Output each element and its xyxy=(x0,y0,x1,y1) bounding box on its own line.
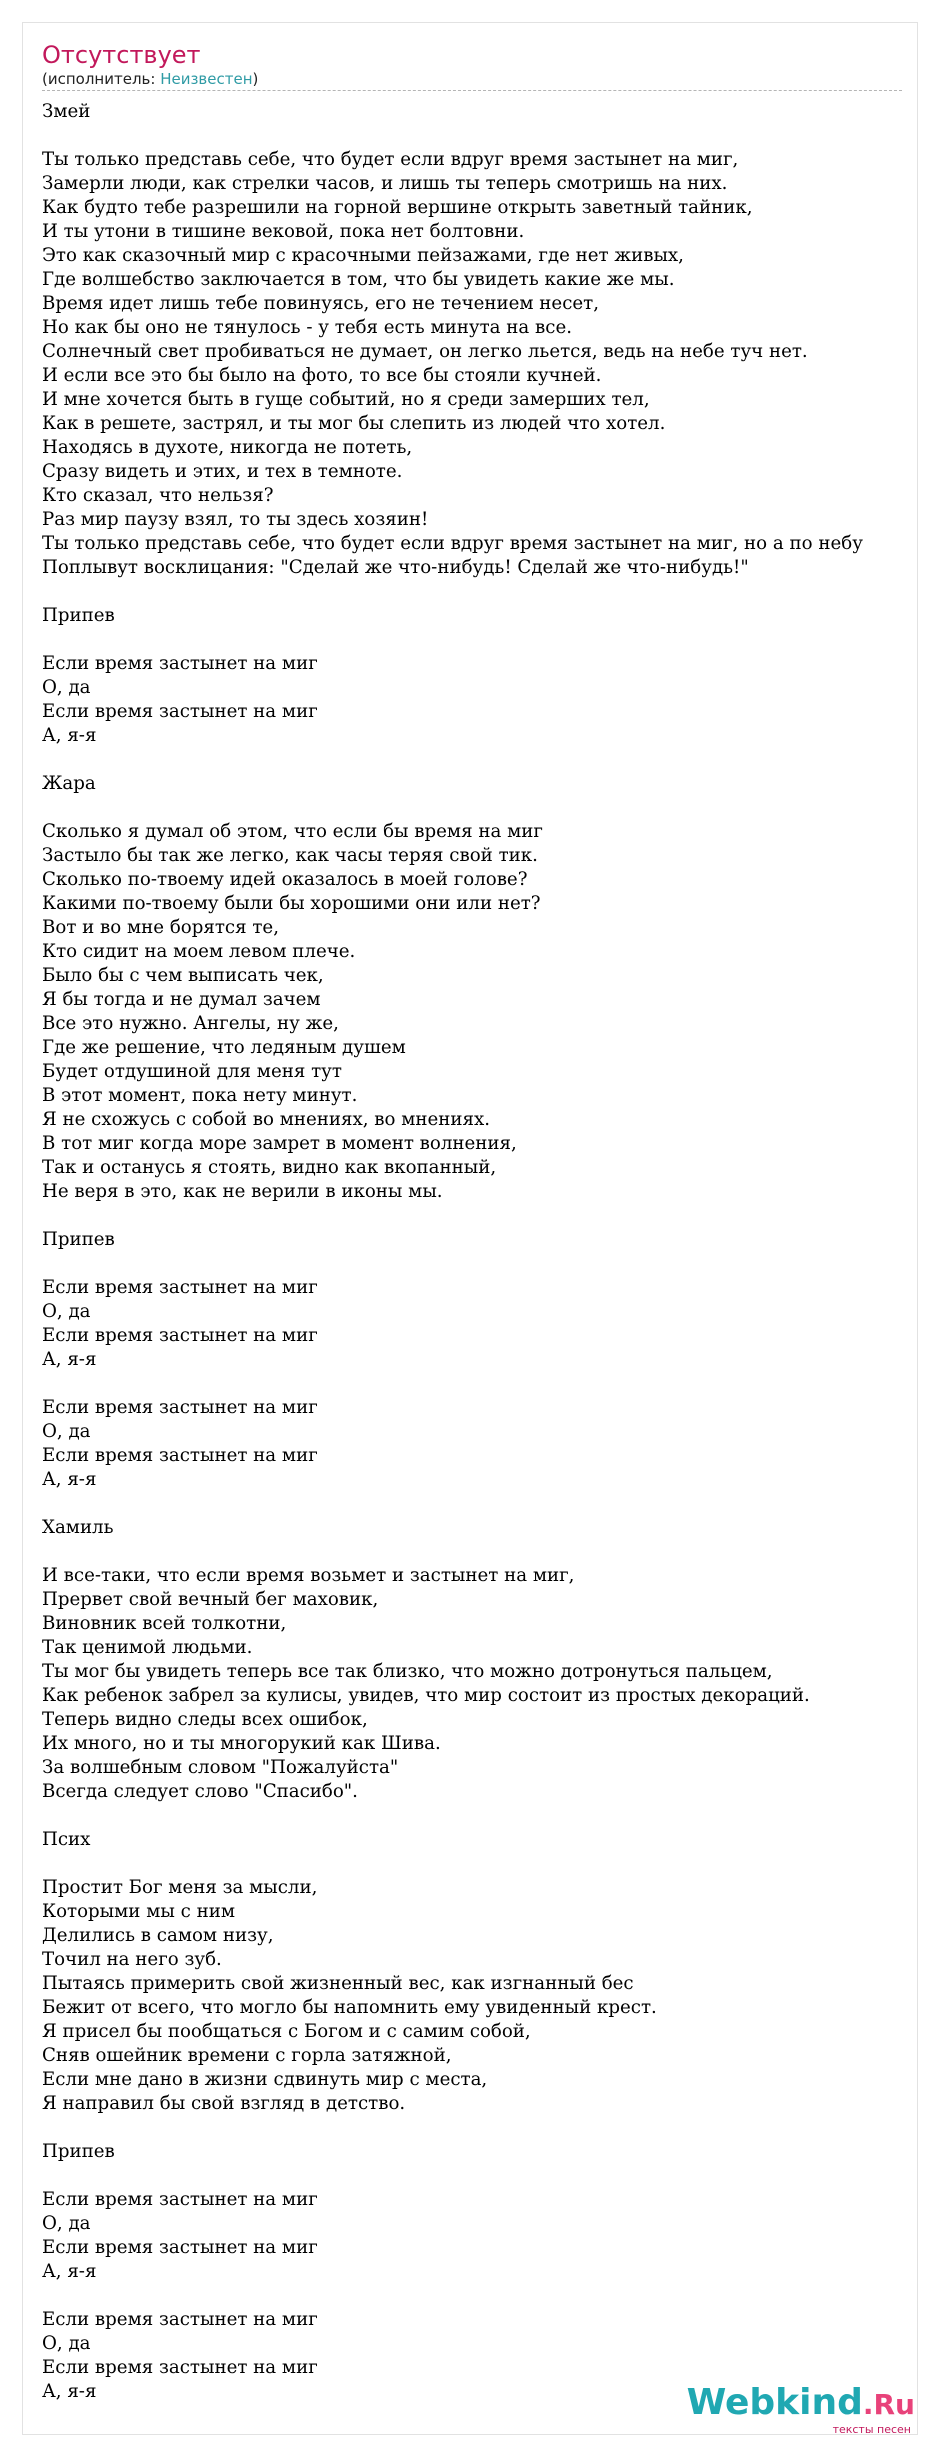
lyric-line: Жара xyxy=(42,773,96,794)
lyric-line: Как ребенок забрел за кулисы, увидев, что мир состоит из простых декораций. xyxy=(42,1685,810,1706)
lyric-line: Будет отдушиной для меня тут xyxy=(42,1061,342,1082)
lyric-line: Я направил бы свой взгляд в детство. xyxy=(42,2093,406,2114)
lyric-line: Сколько я думал об этом, что если бы время на миг xyxy=(42,821,543,842)
lyric-line: Время идет лишь тебе повинуясь, его не течением несет, xyxy=(42,293,599,314)
lyric-line: Если время застынет на миг xyxy=(42,2309,318,2330)
lyric-line: Змей xyxy=(42,101,91,122)
lyric-line: Если время застынет на миг xyxy=(42,701,318,722)
lyric-line: Которыми мы с ним xyxy=(42,1901,235,1922)
lyric-line: О, да xyxy=(42,2333,91,2354)
artist-suffix: ) xyxy=(252,70,259,88)
lyric-line: А, я-я xyxy=(42,1349,97,1370)
lyric-line: Как в решете, застрял, и ты мог бы слепить из людей что хотел. xyxy=(42,413,666,434)
lyric-line: Если время застынет на миг xyxy=(42,653,318,674)
lyric-line: Ты мог бы увидеть теперь все так близко, что можно дотронуться пальцем, xyxy=(42,1661,773,1682)
lyric-line: О, да xyxy=(42,2213,91,2234)
lyric-line: Замерли люди, как стрелки часов, и лишь ты теперь смотришь на них. xyxy=(42,173,728,194)
logo-wordmark xyxy=(687,2382,915,2426)
lyric-line: Если мне дано в жизни сдвинуть мир с места, xyxy=(42,2069,488,2090)
lyric-line: Если время застынет на миг xyxy=(42,2237,318,2258)
webkind-logo[interactable] xyxy=(686,2382,915,2437)
lyric-line: Теперь видно следы всех ошибок, xyxy=(42,1709,368,1730)
lyrics-text xyxy=(42,100,918,2404)
lyric-line: Но как бы оно не тянулось - у тебя есть минута на все. xyxy=(42,317,572,338)
lyric-line: Это как сказочный мир с красочными пейзажами, где нет живых, xyxy=(42,245,684,266)
lyric-line: Сразу видеть и этих, и тех в темноте. xyxy=(42,461,403,482)
lyric-line: Я не схожусь с собой во мнениях, во мнениях. xyxy=(42,1109,491,1130)
lyric-line: Застыло бы так же легко, как часы теряя свой тик. xyxy=(42,845,538,866)
lyric-line: Где же решение, что ледяным душем xyxy=(42,1037,406,1058)
lyric-line: Их много, но и ты многорукий как Шива. xyxy=(42,1733,441,1754)
lyric-line: Припев xyxy=(42,2141,115,2162)
lyric-line: Делились в самом низу, xyxy=(42,1925,274,1946)
lyric-line: Хамиль xyxy=(42,1517,114,1538)
lyric-line: Раз мир паузу взял, то ты здесь хозяин! xyxy=(42,509,429,530)
lyric-line: Так и останусь я стоять, видно как вкопанный, xyxy=(42,1157,497,1178)
lyric-line: Все это нужно. Ангелы, ну же, xyxy=(42,1013,339,1034)
lyric-line: Если время застынет на миг xyxy=(42,1397,318,1418)
lyric-line: А, я-я xyxy=(42,725,97,746)
lyric-line: Ты только представь себе, что будет если вдруг время застынет на миг, но а по небу xyxy=(42,533,863,554)
lyric-line: Сняв ошейник времени с горла затяжной, xyxy=(42,2045,452,2066)
lyric-line: Прервет свой вечный бег маховик, xyxy=(42,1589,379,1610)
lyric-line: Всегда следует слово "Спасибо". xyxy=(42,1781,358,1802)
lyric-line: Какими по-твоему были бы хорошими они или нет? xyxy=(42,893,541,914)
lyric-line: О, да xyxy=(42,1421,91,1442)
lyric-line: В этот момент, пока нету минут. xyxy=(42,1085,358,1106)
lyric-line: Я бы тогда и не думал зачем xyxy=(42,989,321,1010)
lyric-line: Вот и во мне борятся те, xyxy=(42,917,279,938)
lyric-line: Если время застынет на миг xyxy=(42,1325,318,1346)
lyric-line: Точил на него зуб. xyxy=(42,1949,222,1970)
lyric-line: Сколько по-твоему идей оказалось в моей голове? xyxy=(42,869,528,890)
song-title: Отсутствует xyxy=(42,41,201,69)
lyric-line: О, да xyxy=(42,1301,91,1322)
logo-tld-text: .Ru xyxy=(862,2388,915,2421)
lyric-line: Я присел бы пообщаться с Богом и с самим собой, xyxy=(42,2021,531,2042)
lyric-line: Где волшебство заключается в том, что бы увидеть какие же мы. xyxy=(42,269,675,290)
lyric-line: О, да xyxy=(42,677,91,698)
lyric-line: Припев xyxy=(42,605,115,626)
lyric-line: Находясь в духоте, никогда не потеть, xyxy=(42,437,413,458)
lyric-line: Если время застынет на миг xyxy=(42,1277,318,1298)
lyric-line: Припев xyxy=(42,1229,115,1250)
lyric-line: Если время застынет на миг xyxy=(42,1445,318,1466)
lyric-line: Бежит от всего, что могло бы напомнить ему увиденный крест. xyxy=(42,1997,657,2018)
lyric-line: Пытаясь примерить свой жизненный вес, как изгнанный бес xyxy=(42,1973,634,1994)
lyric-line: Солнечный свет пробиваться не думает, он легко льется, ведь на небе туч нет. xyxy=(42,341,808,362)
lyric-line: Кто сказал, что нельзя? xyxy=(42,485,274,506)
lyric-line: А, я-я xyxy=(42,1469,97,1490)
lyric-line: Поплывут восклицания: "Сделай же что-нибудь! Сделай же что-нибудь!" xyxy=(42,557,749,578)
lyric-line: Так ценимой людьми. xyxy=(42,1637,253,1658)
lyric-line: Псих xyxy=(42,1829,91,1850)
artist-prefix: (исполнитель: xyxy=(42,70,161,88)
lyric-line: И все-таки, что если время возьмет и застынет на миг, xyxy=(42,1565,575,1586)
lyric-line: Было бы с чем выписать чек, xyxy=(42,965,324,986)
lyric-line: Если время застынет на миг xyxy=(42,2357,318,2378)
lyric-line: И мне хочется быть в гуще событий, но я среди замерших тел, xyxy=(42,389,650,410)
lyric-line: Не веря в это, как не верили в иконы мы. xyxy=(42,1181,443,1202)
artist-link[interactable]: Неизвестен xyxy=(160,70,253,88)
lyric-line: Простит Бог меня за мысли, xyxy=(42,1877,318,1898)
lyric-line: Как будто тебе разрешили на горной вершине открыть заветный тайник, xyxy=(42,197,753,218)
lyric-line: А, я-я xyxy=(42,2381,97,2402)
lyric-line: За волшебным словом "Пожалуйста" xyxy=(42,1757,399,1778)
artist-line xyxy=(42,69,258,89)
lyric-line: Кто сидит на моем левом плече. xyxy=(42,941,356,962)
lyric-line: А, я-я xyxy=(42,2261,97,2282)
lyric-line: Ты только представь себе, что будет если вдруг время застынет на миг, xyxy=(42,149,739,170)
lyric-line: И ты утони в тишине вековой, пока нет болтовни. xyxy=(42,221,525,242)
lyric-line: Если время застынет на миг xyxy=(42,2189,318,2210)
lyric-line: В тот миг когда море замрет в момент волнения, xyxy=(42,1133,517,1154)
lyric-line: И если все это бы было на фото, то все бы стояли кучней. xyxy=(42,365,602,386)
title-divider xyxy=(42,90,902,91)
logo-main-text: Webkind xyxy=(686,2382,863,2423)
logo-tagline: тексты песен xyxy=(832,2423,911,2436)
lyrics-container xyxy=(42,100,918,2420)
lyric-line: Виновник всей толкотни, xyxy=(42,1613,287,1634)
